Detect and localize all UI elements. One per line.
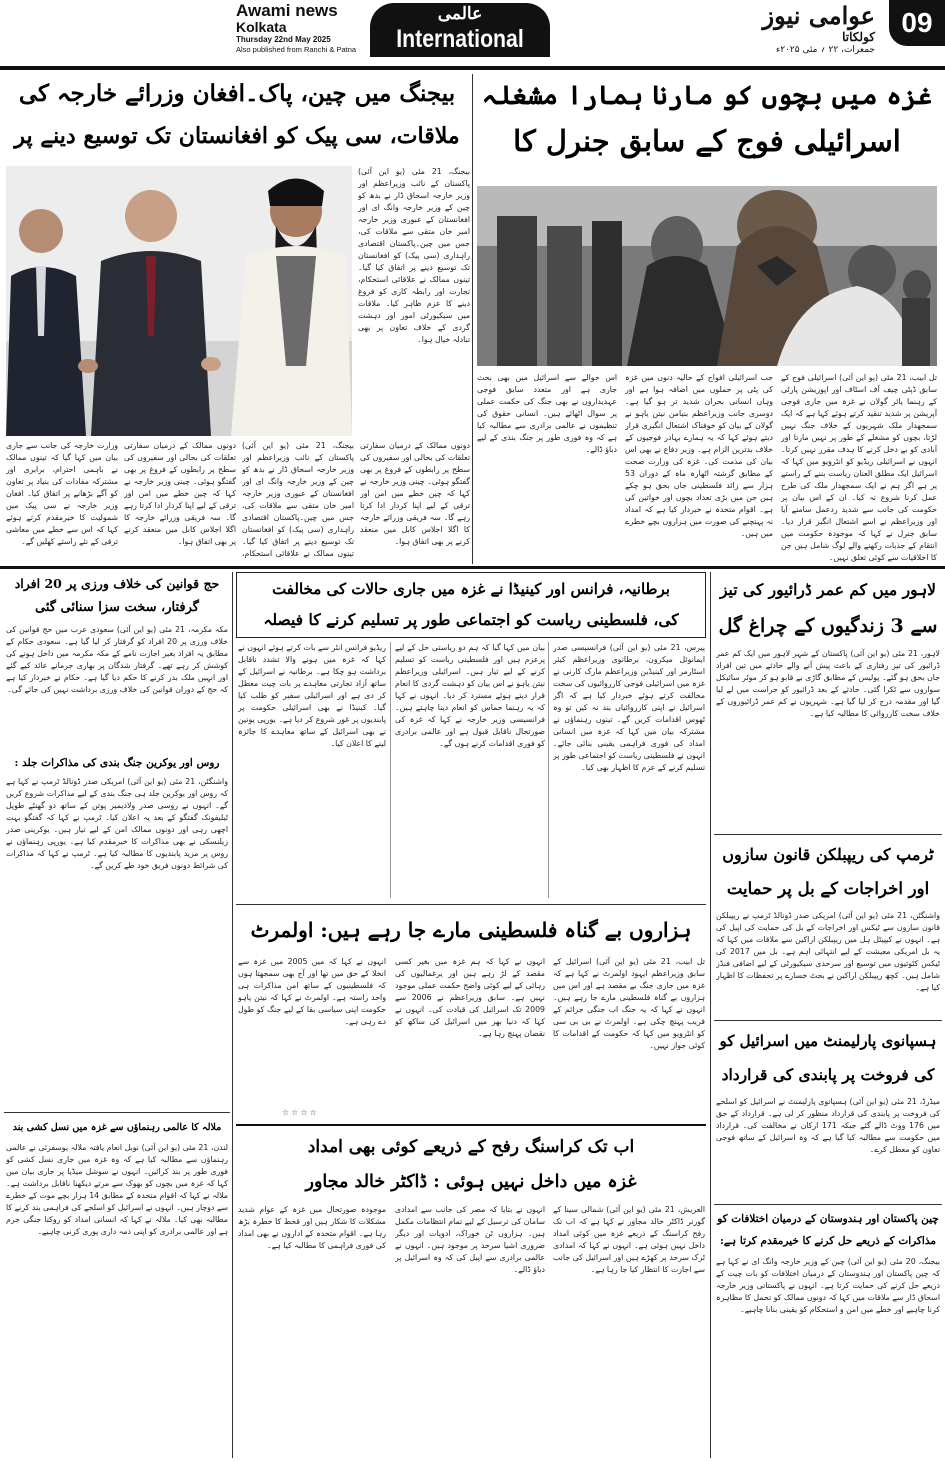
story-lahore-body: لاہور، 21 مئی (یو این آئی) پاکستان کے شہر لاہور میں ایک کم عمر ڈرائیور کی تیز رفتاری کے باعث پیش آنے والے حادثے میں تین افراد جاں بحق ہو گئے۔ پولیس کے مطابق گاڑی بے قابو ہو کر موٹر سائیکل سواروں سے ٹکرا گئی۔ حادثے کے بعد ڈرائیور کو حراست میں لے لیا گیا اور مقدمہ درج کر لیا گیا ہے۔ شہریوں نے کم عمر ڈرائیوروں کے خلاف سخت کارروائی کا مطالبہ کیا ہے۔ <box>716 649 940 718</box>
headline-uk-france-canada-line1: برطانیہ، فرانس اور کینیڈا نے غزہ میں جاری حالات کی مخالفت <box>272 580 670 598</box>
page-number: 09 <box>889 0 945 46</box>
section-title-urdu: عالمی <box>437 4 483 24</box>
date-english: Thursday 22nd May 2025 <box>236 35 331 44</box>
story-rafah-col3: موجودہ صورتحال میں غزہ کے عوام شدید مشکلات کا شکار ہیں اور قحط کا خطرہ بڑھ رہا ہے۔ اقوام متحدہ کے اداروں نے بھی امداد کی فوری فراہمی کا مطالبہ کیا ہے۔ <box>238 1205 386 1250</box>
headline-lahore-line1: لاہور میں کم عمر ڈرائیور کی تیز <box>719 580 937 599</box>
story-uk-france-canada-col1: پیرس، 21 مئی (یو این آئی) فرانسیسی صدر ایمانوئل میکرون، برطانوی وزیراعظم کیئر اسٹارمر اور کینیڈین وزیراعظم مارک کارنی نے غزہ میں اسرائیلی فوجی کارروائیوں کی سخت مخالفت کرتے ہوئے خبردار کیا ہے کہ اگر اسرائیل نے اپنی کارروائیاں بند نہ کیں تو وہ ٹھوس اقدامات کریں گے۔ تینوں رہنماؤں نے مشترکہ بیان میں کہا کہ غزہ میں انسانی امداد کی فوری فراہمی یقینی بنائی جائے۔ انہوں نے فلسطینی ریاست کو اجتماعی طور پر تسلیم کرنے کے عزم کا اظہار بھی کیا۔ <box>553 643 705 772</box>
divider-lahore <box>714 834 942 835</box>
headline-china-india-pak-line2: مذاکرات کے ذریعے حل کرنے کا خیرمقدم کرتا ہے: <box>720 1235 936 1247</box>
section-banner <box>370 3 550 57</box>
masthead-urdu-block <box>565 2 885 56</box>
story-rafah-col2: انہوں نے بتایا کہ مصر کی جانب سے امدادی سامان کی ترسیل کے لیے تمام انتظامات مکمل ہیں۔ ہزاروں ٹن خوراک، ادویات اور دیگر ضروری اشیا سرحد پر موجود ہیں۔ انہوں نے عالمی برادری سے اپیل کی کہ وہ اسرائیل پر دباؤ ڈالے۔ <box>395 1205 545 1274</box>
divider-right-column <box>710 572 711 1458</box>
story-trump-tax-body: واشنگٹن، 21 مئی (یو این آئی) امریکی صدر ڈونالڈ ٹرمپ نے ریپبلکن قانون سازوں سے ٹیکس اور اخراجات کے بل کی حمایت کی اپیل کی ہے۔ انہوں نے کیپیٹل ہل میں ریپبلکن اراکین سے ملاقات میں کہا کہ یہ بل امریکی معیشت کے لیے انتہائی اہم ہے۔ بل میں 2017 کی ٹیکس کٹوتیوں میں توسیع اور سرحدی سیکیورٹی کے لیے اضافی فنڈز شامل ہیں۔ کچھ ریپبلکن اراکین نے بجٹ خسارے پر تحفظات کا اظہار کیا ہے۔ <box>716 911 940 992</box>
divider-malala-top <box>4 1112 230 1113</box>
story-olmert-col3: انہوں نے کہا کہ میں 2005 میں غزہ سے انخلا کے حق میں تھا اور آج بھی سمجھتا ہوں کہ فلسطینیوں کے ساتھ امن مذاکرات ہی واحد راستہ ہے۔ اولمرٹ نے کہا کہ نیتن یاہو حکومت اپنی سیاسی بقا کے لیے جنگ کو طول دے رہی ہے۔ <box>238 957 386 1026</box>
section-title-english: International <box>396 25 524 53</box>
story-hajj-body: مکہ مکرمہ، 21 مئی (یو این آئی) سعودی عرب میں حج قوانین کی خلاف ورزی پر 20 افراد کو گرفتار کر لیا گیا ہے۔ سعودی حکام کے مطابق یہ افراد بغیر اجازت نامے کے مکہ مکرمہ میں داخل ہونے کی کوشش کر رہے تھے۔ گرفتار شدگان پر بھاری جرمانے عائد کیے گئے اور انہیں ملک بدر کرنے کا حکم دیا گیا ہے۔ حکام نے خبردار کیا ہے کہ حج کے دوران قوانین کی خلاف ورزی برداشت نہیں کی جائے گی۔ <box>6 625 228 694</box>
story-beijing-col1b: دونوں ممالک کے درمیان سفارتی تعلقات کی بحالی اور سفیروں کی سطح پر رابطوں کے فروغ پر بھی گفتگو ہوئی۔ چینی وزیر خارجہ نے کہا کہ چین خطے میں امن اور ترقی کے لیے اپنا کردار ادا کرتا رہے گا۔ سہ فریقی وزرائے خارجہ کا اگلا اجلاس کابل میں منعقد کرنے پر بھی اتفاق ہوا۔ <box>360 441 470 546</box>
headline-beijing-line1: بیجنگ میں چین، پاک۔افغان وزرائے خارجہ کی <box>18 80 456 107</box>
brand-english: Awami news <box>236 1 338 20</box>
divider-top-section <box>0 566 945 569</box>
headline-olmert: ہزاروں بے گناہ فلسطینی مارے جا رہے ہیں: اولمرٹ <box>250 918 692 942</box>
headline-rafah-line2: غزہ میں داخل نہیں ہوئی : ڈاکٹر خالد مجاور <box>305 1172 637 1192</box>
headline-lahore-line2: سے 3 زندگیوں کے چراغ گل <box>718 615 938 637</box>
divider-ufc-2 <box>548 642 549 898</box>
story-uk-france-canada-col3: ریڈیو فرانس انٹر سے بات کرتے ہوئے انہوں نے کہا کہ غزہ میں ہونے والا تشدد ناقابل برداشت ہو چکا ہے۔ برطانیہ نے اسرائیل کے ساتھ آزاد تجارتی معاہدے پر بات چیت معطل کر دی ہے اور اسرائیلی سفیر کو طلب کیا گیا۔ کینیڈا نے بھی اسرائیلی حکومت پر پابندیوں پر غور شروع کر دیا ہے۔ یورپی یونین نے بھی اسرائیل کے ساتھ معاہدے کا جائزہ لینے کا اعلان کیا۔ <box>238 643 386 748</box>
headline-trump-tax-line1: ٹرمپ کی ریپبلکن قانون سازوں <box>722 845 934 864</box>
photo-three-ministers <box>6 166 352 436</box>
story-beijing-col1: بیجنگ، 21 مئی (یو این آئی) پاکستان کے نائب وزیراعظم اور وزیر خارجہ اسحاق ڈار نے بدھ کو چین کے وزیر خارجہ وانگ ای اور افغانستان کے عبوری وزیر خارجہ امیر خان متقی سے ملاقات کی، جس میں چین۔پاکستان اقتصادی راہداری (سی پیک) کو افغانستان تک توسیع دینے پر اتفاق کیا گیا۔ تینوں ممالک نے علاقائی استحکام، تجارت اور رابطہ کاری کو فروغ دینے کا عزم ظاہر کیا۔ ملاقات میں سیکیورٹی امور اور دہشت گردی کے خلاف تعاون پر بھی تبادلہ خیال ہوا۔ <box>358 167 470 344</box>
city-urdu: کولکاتا <box>842 30 875 44</box>
headline-malala: ملالہ کا عالمی رہنماؤں سے غزہ میں نسل کشی بند <box>12 1122 222 1133</box>
story-malala-body: لندن، 21 مئی (یو این آئی) نوبل انعام یافتہ ملالہ یوسفزئی نے عالمی رہنماؤں سے مطالبہ کیا ہے کہ وہ غزہ میں جاری نسل کشی کو فوری طور پر بند کرائیں۔ انہوں نے سوشل میڈیا پر جاری بیان میں کہا کہ غزہ میں بچوں کو بھوک سے مرتے دیکھنا ناقابل برداشت ہے۔ ملالہ نے کہا کہ اقوام متحدہ کے مطابق 14 ہزار بچے موت کے خطرے سے دوچار ہیں۔ انہوں نے اسرائیل کو اسلحے کی فراہمی بند کرنے کا مطالبہ بھی کیا۔ ملالہ نے کہا کہ انسانی امداد کو روکنا جنگی جرم ہے اور عالمی برادری کو اپنی ذمہ داری پوری کرنی چاہیے۔ <box>6 1143 228 1236</box>
story-gaza-general-col2: جب اسرائیلی افواج کے حالیہ دنوں میں غزہ کی پٹی پر حملوں میں اضافہ ہوا ہے اور وہاں انسانی بحران شدید تر ہو گیا ہے۔ دوسری جانب وزیراعظم بنیامن نیتن یاہو نے گولان کے بیان کو خوفناک اشتعال انگیزی قرار دیتے ہوئے کہا کہ یہ ہمارے بہادر فوجیوں کے خلاف بدترین الزام ہے۔ وزیر دفاع نے بھی اس بیان کی مذمت کی۔ غزہ کی وزارت صحت کے مطابق گزشتہ اٹھارہ ماہ کے دوران 53 ہزار سے زائد فلسطینی جاں بحق ہو چکے ہیں جن میں بڑی تعداد بچوں اور خواتین کی ہے۔ اقوام متحدہ نے خبردار کیا ہے کہ امداد نہ پہنچنے کی صورت میں ہزاروں بچے خطرے میں ہیں۔ <box>625 373 773 538</box>
headline-hajj-line2: گرفتار، سخت سزا سنائی گئی <box>35 600 199 615</box>
story-beijing-col2: بیجنگ، 21 مئی (یو این آئی) پاکستان کے نائب وزیراعظم اور وزیر خارجہ اسحاق ڈار نے بدھ کو چین کے وزیر خارجہ وانگ ای اور افغانستان کے عبوری وزیر خارجہ امیر خان متقی سے ملاقات کی، جس میں چین۔پاکستان اقتصادی راہداری (سی پیک) کو افغانستان تک توسیع دینے پر اتفاق کیا گیا۔ تینوں ممالک نے علاقائی استحکام، <box>242 441 354 558</box>
story-uk-france-canada-col2: بیان میں کہا گیا کہ ہم دو ریاستی حل کے لیے پرعزم ہیں اور فلسطینی ریاست کو تسلیم کرنے کے لیے تیار ہیں۔ اسرائیلی وزیراعظم نیتن یاہو نے اس بیان کو دہشت گردی کا انعام قرار دیتے ہوئے مسترد کر دیا۔ انہوں نے کہا کہ یہ رہنما حماس کو انعام دینا چاہتے ہیں۔ فرانسیسی وزیر خارجہ نے کہا کہ غزہ کی صورتحال ناقابل قبول ہے اور عالمی برادری کو فوری اقدامات کرنے ہوں گے۔ <box>395 643 545 748</box>
brand-urdu: عوامی نیوز <box>762 1 875 30</box>
headline-hajj-line1: حج قوانین کی خلاف ورزی پر 20 افراد <box>14 576 220 591</box>
headline-rafah-line1: اب تک کراسنگ رفح کے ذریعے کوئی بھی امداد <box>307 1137 635 1157</box>
photo-grieving-women <box>477 186 937 366</box>
masthead <box>0 0 945 66</box>
story-olmert-col2: انہوں نے کہا کہ ہم غزہ میں بغیر کسی مقصد کے لڑ رہے ہیں اور یرغمالیوں کی رہائی کے لیے کوئی واضح حکمت عملی موجود نہیں ہے۔ سابق وزیراعظم نے 2006 سے 2009 تک اسرائیل کی قیادت کی۔ انہوں نے کہا کہ دنیا بھر میں اسرائیل کی ساکھ کو نقصان پہنچ رہا ہے۔ <box>395 957 545 1038</box>
divider-trump-tax <box>714 1020 942 1021</box>
headline-trump-tax-line2: اور اخراجات کے بل پر حمایت <box>726 879 930 898</box>
divider-left-column <box>232 572 233 1458</box>
photo-grieving-women-illustration <box>477 186 937 366</box>
story-rafah-col1: العریش، 21 مئی (یو این آئی) شمالی سینا کے گورنر ڈاکٹر خالد مجاور نے کہا ہے کہ اب تک رفح کراسنگ کے ذریعے غزہ میں کوئی امداد داخل نہیں ہوئی ہے۔ انہوں نے کہا کہ امدادی ٹرک سرحد پر کھڑے ہیں اور اسرائیل کی جانب سے اجازت کا انتظار کیا جا رہا ہے۔ <box>553 1205 705 1274</box>
headline-gaza-general-line2: اسرائیلی فوج کے سابق جنرل کا <box>513 124 901 158</box>
headline-spain-line2: کی فروخت پر پابندی کی قرارداد <box>721 1065 935 1084</box>
story-beijing-col3: دونوں ممالک کے درمیان سفارتی تعلقات کی بحالی اور سفیروں کی سطح پر رابطوں کے فروغ پر بھی گفتگو ہوئی۔ چینی وزیر خارجہ نے کہا کہ چین خطے میں امن اور ترقی کے لیے اپنا کردار ادا کرتا رہے گا۔ سہ فریقی وزرائے خارجہ کا اگلا اجلاس کابل میں منعقد کرنے پر بھی اتفاق ہوا۔ <box>124 441 236 546</box>
headline-spain-line1: ہسپانوی پارلیمنٹ میں اسرائیل کو <box>719 1032 937 1050</box>
city-english: Kolkata <box>236 19 287 35</box>
divider-spain <box>714 1204 942 1205</box>
photo-three-ministers-illustration <box>6 166 352 436</box>
also-published-note: Also published from Ranchi & Patna <box>236 45 357 54</box>
headline-china-india-pak-line1: چین پاکستان اور ہندوستان کے درمیان اختلافات کو <box>717 1213 939 1225</box>
headline-uk-france-canada-line2: کی، فلسطینی ریاست کو اجتماعی طور پر تسلیم کرنے کا فیصلہ <box>263 610 679 629</box>
date-urdu: جمعرات، ۲۲ ؍ مئی ۲۰۲۵ء <box>776 45 875 55</box>
story-gaza-general-col1: تل ابیب، 21 مئی (یو این آئی) اسرائیلی فوج کے سابق ڈپٹی چیف آف اسٹاف اور اپوزیشن پارٹی کے رہنما یائر گولان نے غزہ میں جاری فوجی آپریشن پر شدید تنقید کرتے ہوئے کہا ہے کہ ایک سمجھدار ملک شہریوں کے خلاف جنگ نہیں لڑتا، بچوں کو مشغلے کے طور پر نہیں مارتا اور آبادی کو بے دخل کرنے کا ہدف مقرر نہیں کرتا۔ انہوں نے اسرائیلی ریڈیو کو انٹرویو میں کہا کہ اسرائیل ایک مطلق العنان ریاست بننے کے راستے پر ہے اگر ہم نے ایک سمجھدار ملک کی طرح عمل کرنا شروع نہ کیا۔ ان کے اس بیان پر حکومت کی جانب سے شدید ردعمل سامنے آیا اور وزیراعظم نے اسے اشتعال انگیز قرار دیا۔ سابق جنرل نے کہا کہ موجودہ حکومت میں انتقام کے جذبات رکھنے والے لوگ شامل ہیں جن کا اخلاقیات سے کوئی تعلق نہیں۔ <box>781 373 937 562</box>
story-china-india-pak-body: بیجنگ، 20 مئی (یو این آئی) چین کے وزیر خارجہ وانگ ای نے کہا ہے کہ چین پاکستان اور ہندوستان کے درمیان اختلافات کو بات چیت کے ذریعے حل کرنے کی حمایت کرتا ہے۔ انہوں نے پاکستانی وزیر خارجہ اسحاق ڈار سے ملاقات میں کہا کہ دونوں ممالک کو تحمل کا مظاہرہ کرنا چاہیے اور خطے میں امن و استحکام کو یقینی بنانا چاہیے۔ <box>716 1257 940 1314</box>
headline-russia-ukraine: روس اور یوکرین جنگ بندی کی مذاکرات جلد : <box>14 757 220 769</box>
divider-top-center <box>472 74 473 564</box>
headline-gaza-general-line1: غزہ میں بچوں کو مارنا ہمارا مشغلہ <box>481 81 933 111</box>
divider-rafah-top <box>236 1124 706 1126</box>
masthead-english-block <box>236 2 366 54</box>
story-gaza-general-col3: اس حوالے سے اسرائیل میں بھی بحث جاری ہے اور متعدد سابق فوجی عہدیداروں نے بھی جنگ کی حکمت عملی پر سوال اٹھائے ہیں۔ انسانی حقوق کی تنظیموں نے عالمی برادری سے مطالبہ کیا ہے کہ وہ فوری طور پر جنگ بندی کے لیے دباؤ ڈالے۔ <box>477 373 617 454</box>
divider-olmert-top <box>236 904 706 905</box>
masthead-rule <box>0 66 945 70</box>
end-of-story-stars: ☆☆☆☆ <box>282 1108 319 1117</box>
story-spain-body: میڈرڈ، 21 مئی (یو این آئی) ہسپانوی پارلیمنٹ نے اسرائیل کو اسلحے کی فروخت پر پابندی کی قرارداد منظور کر لی ہے۔ قرارداد کے حق میں 176 ووٹ ڈالے گئے جبکہ 171 ارکان نے مخالفت کی۔ قرارداد میں حکومت سے مطالبہ کیا گیا ہے کہ وہ اسرائیل کے ساتھ فوجی تعاون کو معطل کرے۔ <box>716 1097 940 1154</box>
story-russia-ukraine-body: واشنگٹن، 21 مئی (یو این آئی) امریکی صدر ڈونالڈ ٹرمپ نے کہا ہے کہ روس اور یوکرین جلد ہی جنگ بندی کے لیے مذاکرات شروع کریں گے۔ انہوں نے روسی صدر ولادیمیر پوتن کے ساتھ دو گھنٹے طویل ٹیلیفونک گفتگو کے بعد یہ اعلان کیا۔ ٹرمپ نے کہا کہ گفتگو بہت اچھی رہی اور دونوں ممالک امن کے لیے تیار ہیں۔ یوکرینی صدر زیلنسکی نے بھی مذاکرات کا خیرمقدم کیا ہے۔ یورپی رہنماؤں نے روس پر مزید پابندیوں کا مطالبہ کیا ہے۔ ٹرمپ نے کہا کہ مذاکرات کی شرائط دونوں فریق خود طے کریں گے۔ <box>6 777 228 870</box>
story-beijing-col4: وزارت خارجہ کی جانب سے جاری بیان میں کہا گیا کہ تینوں ممالک نے باہمی احترام، برابری اور مشترکہ مفادات کی بنیاد پر تعاون کو آگے بڑھانے پر اتفاق کیا۔ افغان وزیر خارجہ نے سی پیک میں شمولیت کا خیرمقدم کرتے ہوئے کہا کہ اس سے خطے میں معاشی ترقی کے نئے راستے کھلیں گے۔ <box>6 441 118 546</box>
story-olmert-col1: تل ابیب، 21 مئی (یو این آئی) اسرائیل کے سابق وزیراعظم ایہود اولمرٹ نے کہا ہے کہ غزہ میں جاری جنگ بے مقصد ہے اور اس میں ہزاروں بے گناہ فلسطینی مارے جا رہے ہیں۔ انہوں نے کہا کہ یہ جنگ اب جنگی جرائم کے قریب پہنچ چکی ہے۔ اولمرٹ نے بی بی سی کو انٹرویو میں کہا کہ حکومت کے اقدامات کا کوئی جواز نہیں۔ <box>553 957 705 1050</box>
divider-ufc-1 <box>390 642 391 898</box>
headline-beijing-line2: ملاقات، سی پیک کو افغانستان تک توسیع دینے پر <box>14 123 460 149</box>
